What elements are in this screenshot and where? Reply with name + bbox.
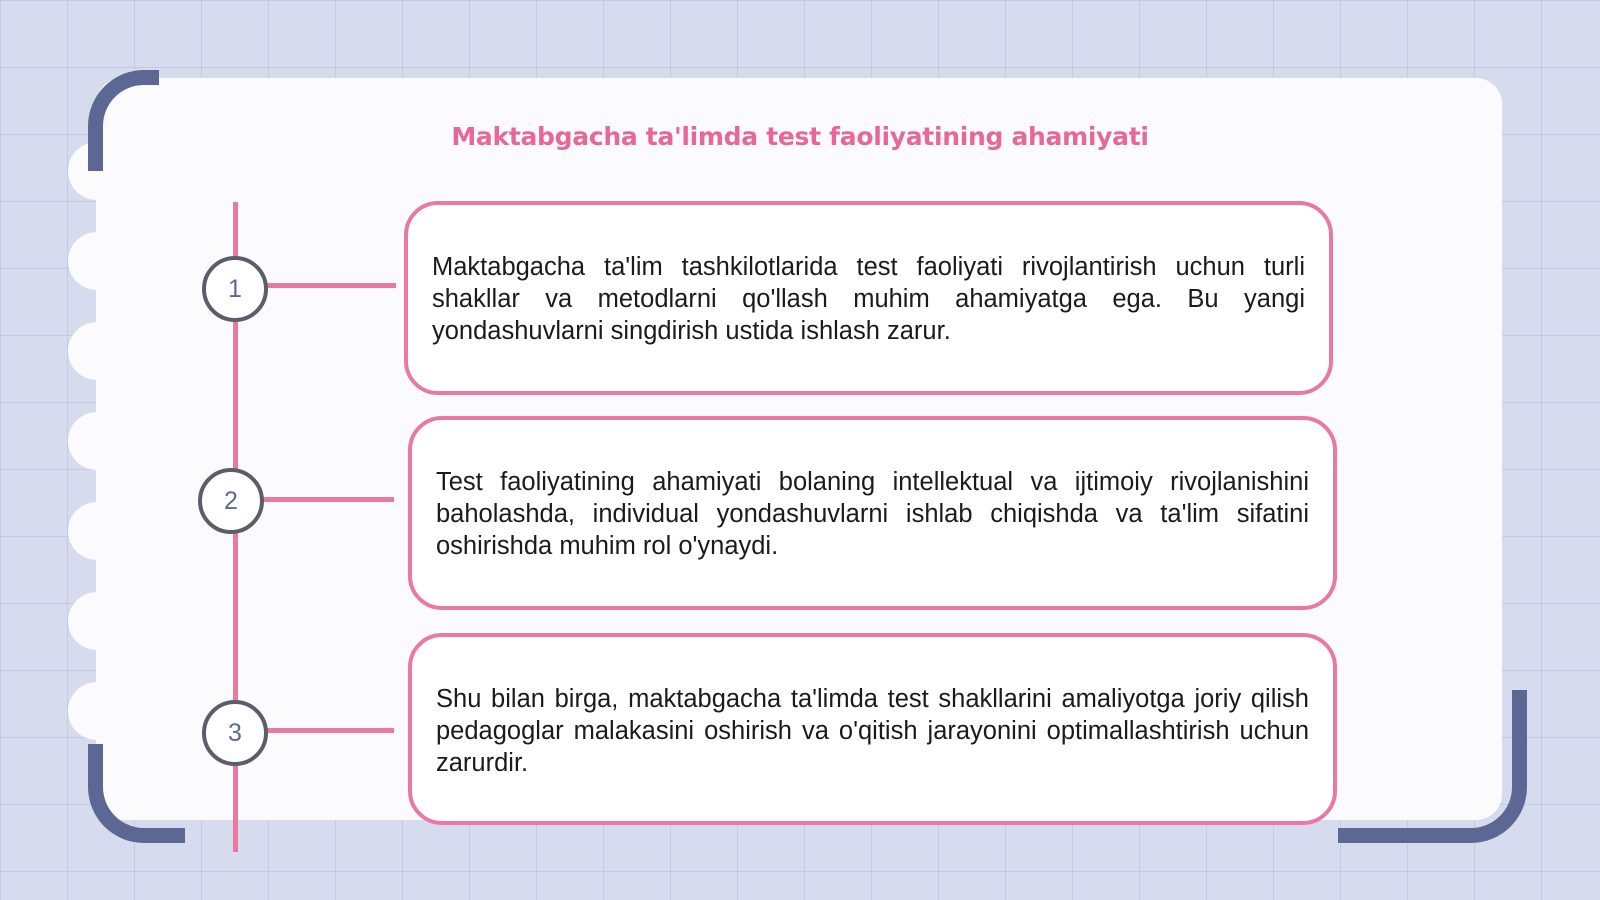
timeline-connector [266, 283, 396, 288]
step-text: Shu bilan birga, maktabgacha ta'limda test shakllarini amaliyotga joriy qilish pedagoglar malakasini oshirish va o'qitish jarayonini optimallashtirish uchun zarurdir. [436, 685, 1309, 777]
corner-bracket-bottom-left [88, 744, 185, 843]
corner-bracket-bottom-right [1338, 690, 1527, 843]
step-number-badge: 1 [202, 256, 268, 322]
step-text-box [408, 633, 1337, 825]
notebook-bump [68, 682, 126, 740]
step-number-badge: 2 [198, 468, 264, 534]
notebook-bump [68, 232, 126, 290]
notebook-bump [68, 322, 126, 380]
step-text: Test faoliyatining ahamiyati bolaning intellektual va ijtimoiy rivojlanishini baholashda, individual yondashuvlarni ishlab chiqishda va ta'lim sifatini oshirishda muhim rol o'ynaydi. [436, 468, 1309, 560]
slide-title: Maktabgacha ta'limda test faoliyatining ahamiyati [451, 122, 1149, 151]
notebook-bump [68, 412, 126, 470]
timeline-connector [266, 728, 394, 733]
step-text-box [404, 201, 1333, 395]
step-text: Maktabgacha ta'lim tashkilotlarida test faoliyati rivojlantirish uchun turli shakllar va metodlarni qo'llash muhim ahamiyatga ega. Bu yangi yondashuvlarni singdirish ustida ishlash zarur. [432, 253, 1305, 345]
timeline-connector [262, 497, 394, 502]
corner-bracket-top-left [88, 70, 159, 171]
notebook-bump [68, 502, 126, 560]
step-number-badge: 3 [202, 700, 268, 766]
step-text-box [408, 416, 1337, 610]
notebook-bump [68, 592, 126, 650]
